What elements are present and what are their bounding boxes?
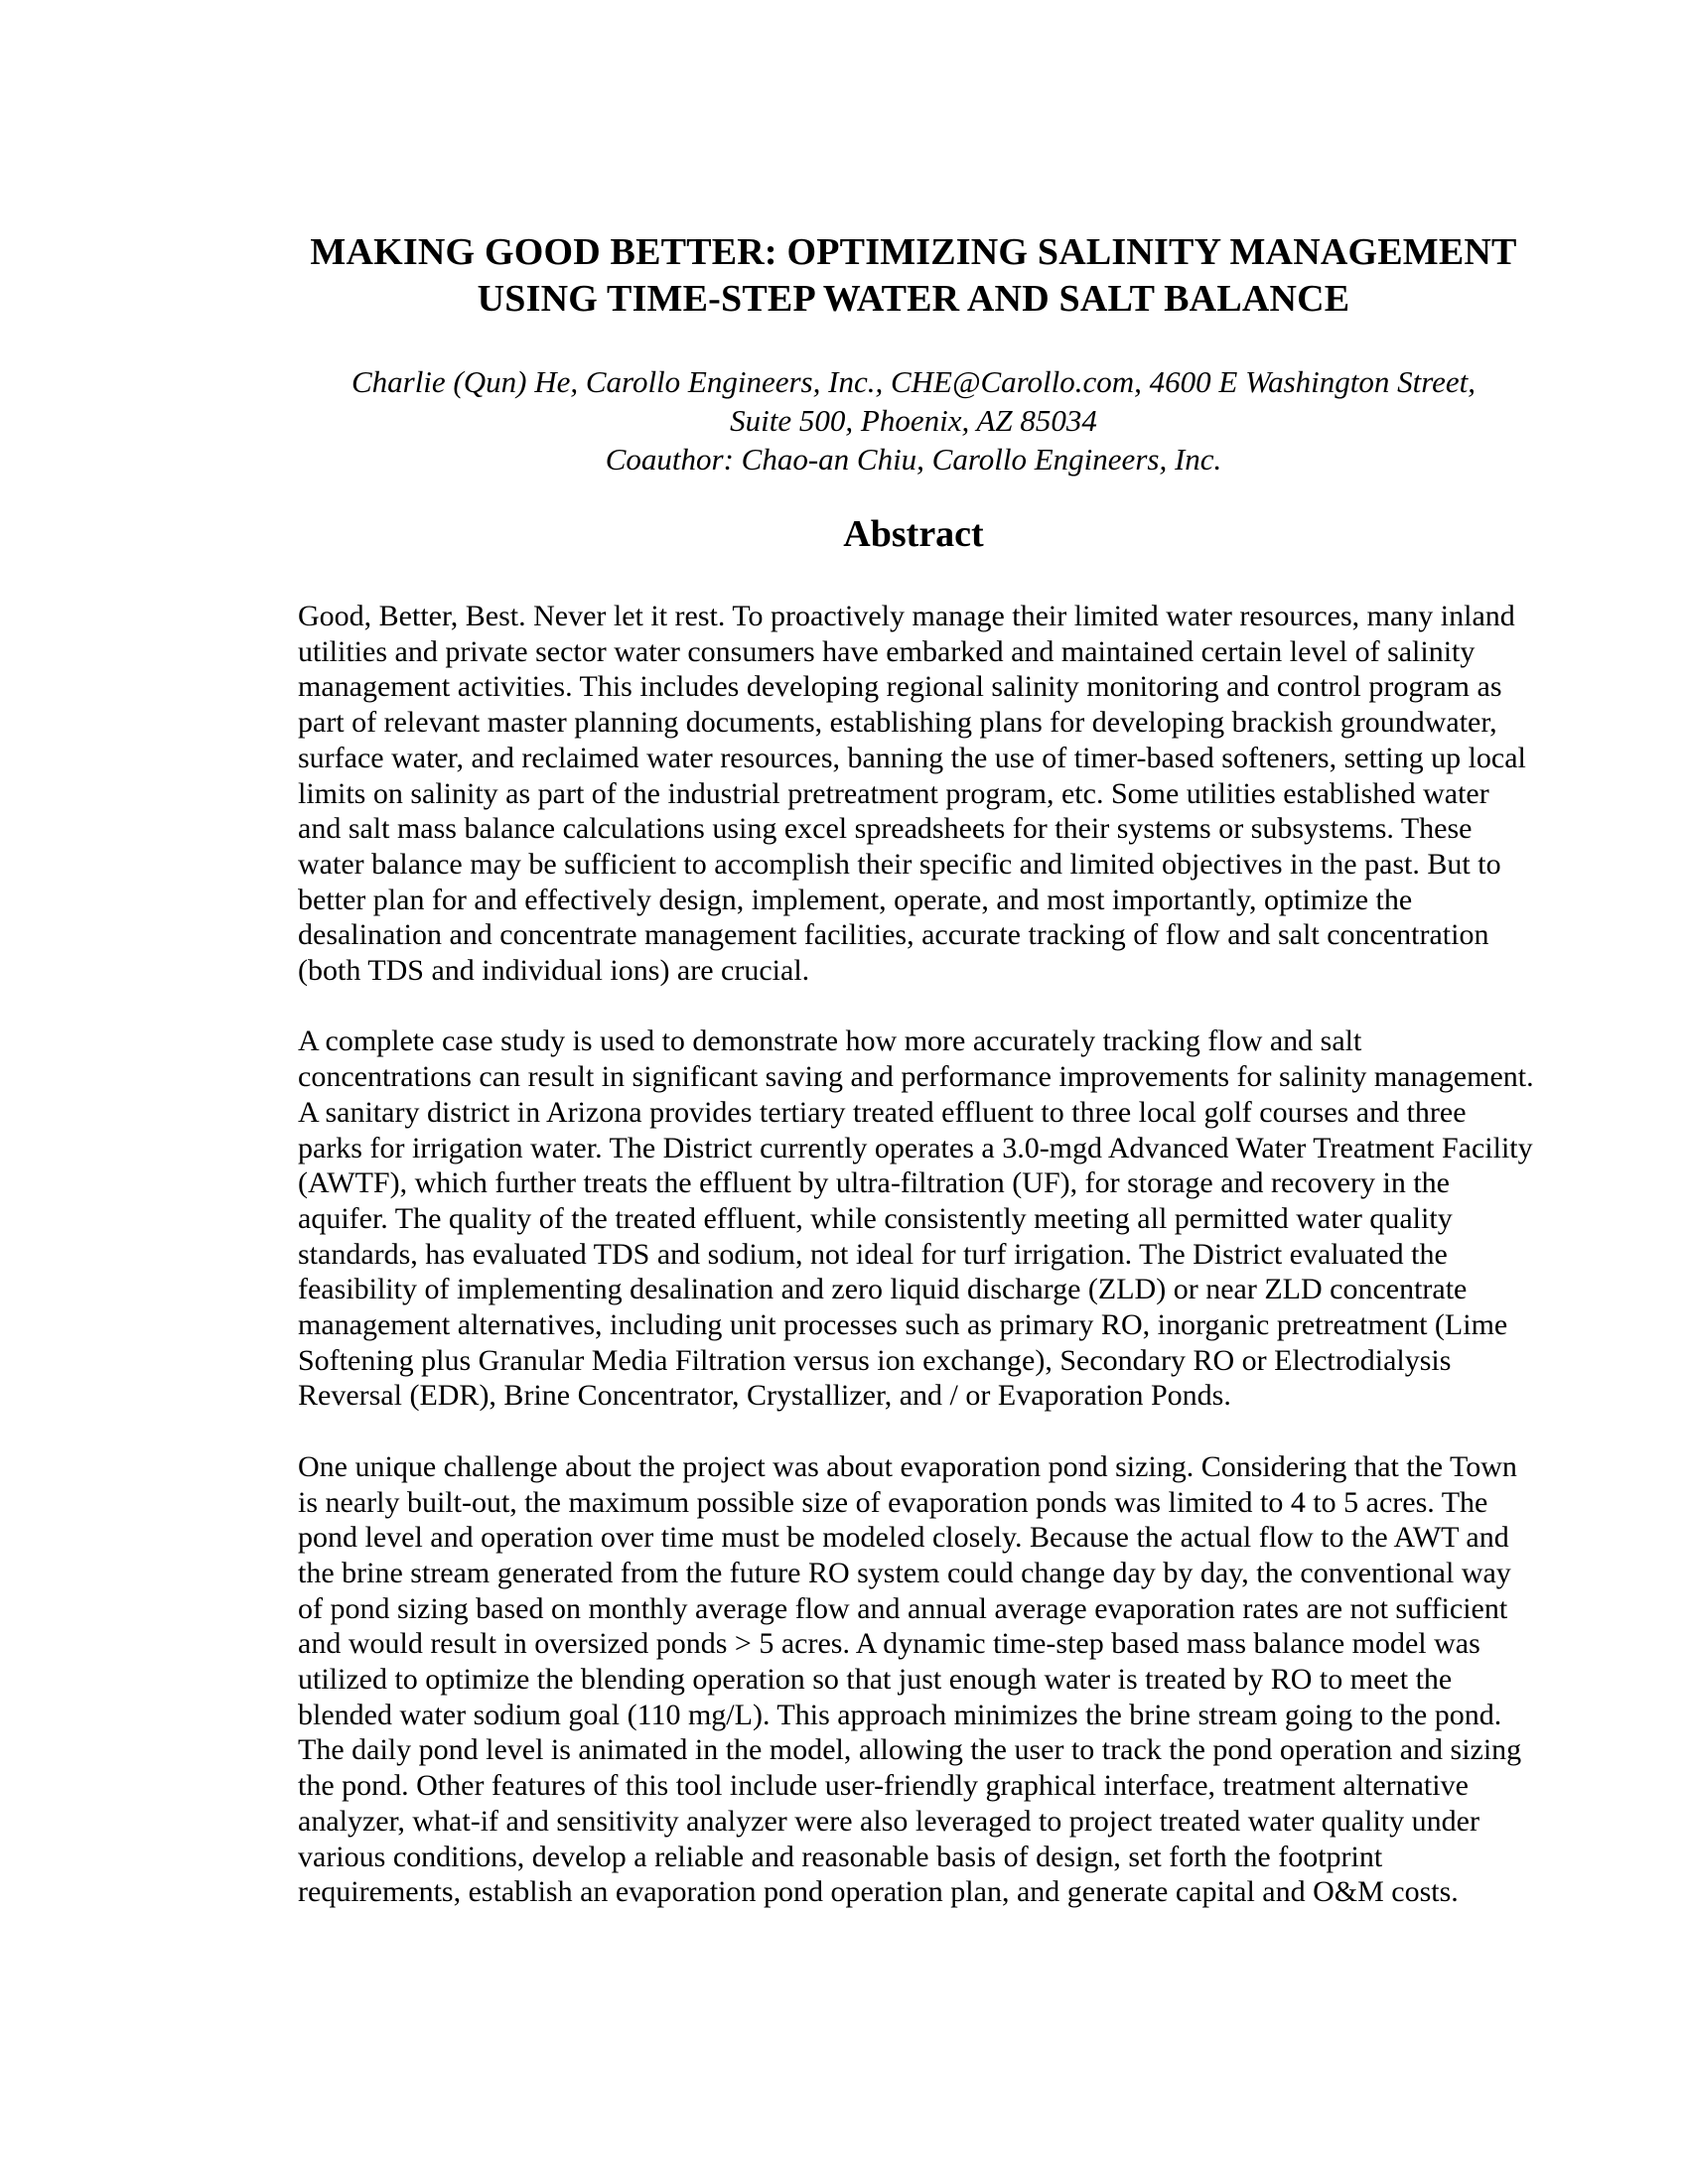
paper-title-line-2: USING TIME-STEP WATER AND SALT BALANCE <box>477 278 1350 320</box>
abstract-body <box>298 599 1535 1946</box>
paper-title-line-1: MAKING GOOD BETTER: OPTIMIZING SALINITY MANAGEMENT <box>310 231 1517 273</box>
author-block <box>298 362 1529 478</box>
author-line-3: Coauthor: Chao-an Chiu, Carollo Engineers, Inc. <box>605 442 1222 477</box>
abstract-heading: Abstract <box>843 513 984 555</box>
paper-title <box>298 229 1529 323</box>
author-line-1: Charlie (Qun) He, Carollo Engineers, Inc., CHE@Carollo.com, 4600 E Washington Street, <box>351 364 1477 399</box>
abstract-paragraph-2: A complete case study is used to demonstrate how more accurately tracking flow and salt concentrations can result in significant saving and performance improvements for salinity management. A sanitary district in Arizona provides tertiary treated effluent to three local golf courses and three parks for irrigation water. The District currently operates a 3.0-mgd Advanced Water Treatment Facility (AWTF), which further treats the effluent by ultra-filtration (UF), for storage and recovery in the aquifer. The quality of the treated effluent, while consistently meeting all permitted water quality standards, has evaluated TDS and sodium, not ideal for turf irrigation. The District evaluated the feasibility of implementing desalination and zero liquid discharge (ZLD) or near ZLD concentrate management alternatives, including unit processes such as primary RO, inorganic pretreatment (Lime Softening plus Granular Media Filtration versus ion exchange), Secondary RO or Electrodialysis Reversal (EDR), Brine Concentrator, Crystallizer, and / or Evaporation Ponds. <box>298 1024 1534 1413</box>
abstract-paragraph-3: One unique challenge about the project was about evaporation pond sizing. Considering that the Town is nearly built-out, the maximum possible size of evaporation ponds was limited to 4 to 5 acres. The pond level and operation over time must be modeled closely. Because the actual flow to the AWT and the brine stream generated from the future RO system could change day by day, the conventional way of pond sizing based on monthly average flow and annual average evaporation rates are not sufficient and would result in oversized ponds > 5 acres. A dynamic time-step based mass balance model was utilized to optimize the blending operation so that just enough water is treated by RO to meet the blended water sodium goal (110 mg/L). This approach minimizes the brine stream going to the pond. The daily pond level is animated in the model, allowing the user to track the pond operation and sizing the pond. Other features of this tool include user-friendly graphical interface, treatment alternative analyzer, what-if and sensitivity analyzer were also leveraged to project treated water quality under various conditions, develop a reliable and reasonable basis of design, set forth the footprint requirements, establish an evaporation pond operation plan, and generate capital and O&M costs. <box>298 1449 1522 1909</box>
abstract-paragraph-1: Good, Better, Best. Never let it rest. To proactively manage their limited water resources, many inland utilities and private sector water consumers have embarked and maintained certain level of salinity management activities. This includes developing regional salinity monitoring and control program as part of relevant master planning documents, establishing plans for developing brackish groundwater, surface water, and reclaimed water resources, banning the use of timer-based softeners, setting up local limits on salinity as part of the industrial pretreatment program, etc. Some utilities established water and salt mass balance calculations using excel spreadsheets for their systems or subsystems. These water balance may be sufficient to accomplish their specific and limited objectives in the past. But to better plan for and effectively design, implement, operate, and most importantly, optimize the desalination and concentrate management facilities, accurate tracking of flow and salt concentration (both TDS and individual ions) are crucial. <box>298 600 1526 988</box>
author-line-2: Suite 500, Phoenix, AZ 85034 <box>730 403 1097 438</box>
